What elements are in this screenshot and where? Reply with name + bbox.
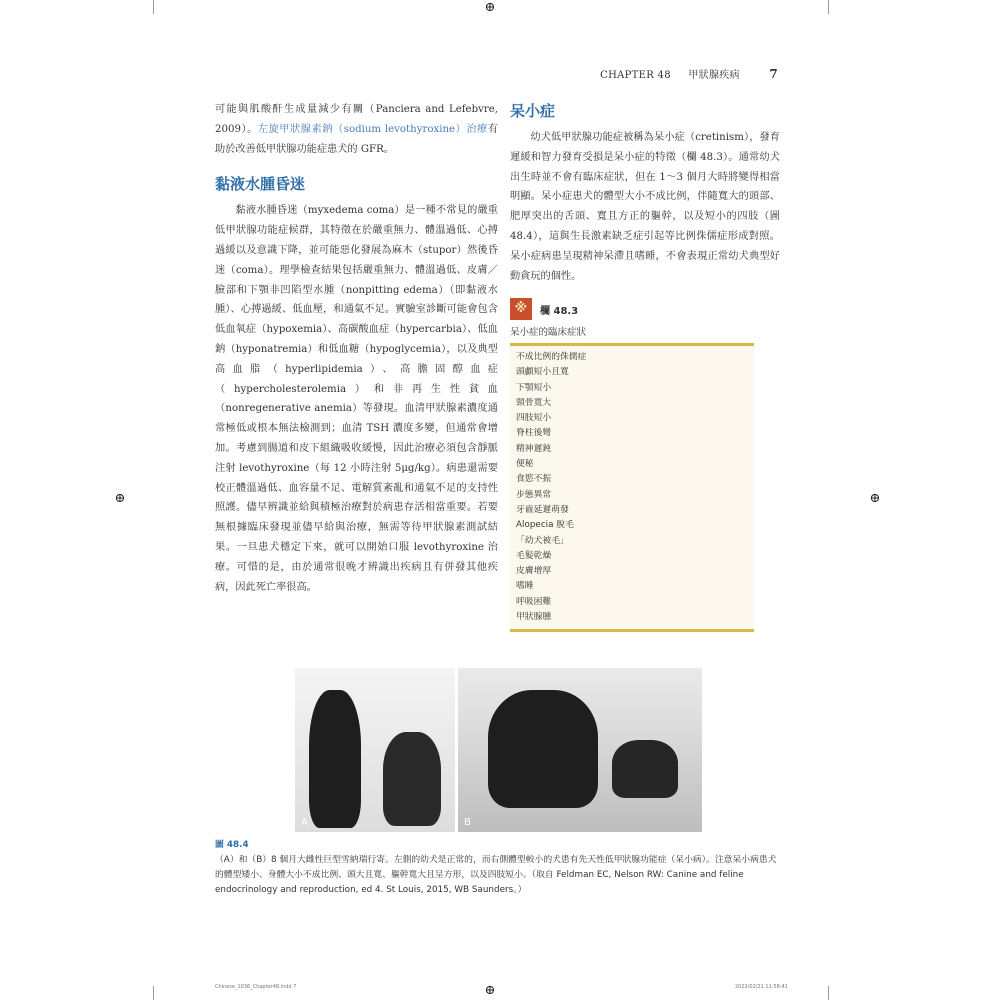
figure-caption-title: 圖 48.4 [215, 840, 249, 850]
symptom-item: 便秘 [516, 459, 534, 470]
left-column [215, 100, 498, 597]
intro-paragraph [215, 100, 498, 159]
symptom-item: 下顎短小 [516, 382, 552, 393]
box-badge-icon: ※ [510, 298, 532, 320]
box-tag [510, 298, 754, 320]
symptom-item: 嗜睡 [516, 581, 534, 592]
box-48-3 [510, 298, 754, 632]
dog-cretin [612, 740, 678, 798]
symptom-item: 步態異常 [516, 489, 552, 500]
right-column [510, 100, 780, 286]
running-header [586, 66, 778, 81]
figure-label-b: B [464, 817, 471, 828]
symptom-item: 頭顱短小且寬 [516, 367, 569, 378]
figure-caption [215, 838, 780, 898]
crop-mark [153, 0, 154, 14]
footer-file: Chinese_1036_Chapter48.indd 7 [215, 984, 297, 990]
box-title: 呆小症的臨床症狀 [510, 327, 587, 338]
registration-mark-icon: ⊕ [484, 983, 496, 998]
chapter-title: 甲狀腺疾病 [688, 70, 740, 81]
dog-cretin [383, 732, 441, 826]
myxedema-coma-paragraph: 黏液水腫昏迷（myxedema coma）是一種不常見的嚴重低甲狀腺功能症候群，其特徵在於嚴重無力、體溫過低、心搏過緩以及意識下降，並可能惡化發展為麻木（stupor）然後昏迷（coma）。理學檢查結果包括嚴重無力、體溫過低、皮膚／臉部和下顎非凹陷型水腫（nonpitting edema）（即黏液水腫）、心搏過緩、低血壓，和通氣不足。實驗室診斷可能會包含低血氧症（hypoxemia）、高碳酸血症（hypercarbia）、低血鈉（hyponatremia）和低血糖（hypoglycemia），以及典型高血脂（hyperlipidemia）、高膽固醇血症（hypercholesterolemia）和非再生性貧血（nonregenerative anemia）等發現。血清甲狀腺素濃度通常極低或根本無法檢測到；血清 TSH 濃度多變，但通常會增加。考慮到腸道和皮下組織吸收緩慢，因此治療必須包含靜脈注射 levothyroxine（每 12 小時注射 5μg/kg）。病患還需要校正體溫過低、血容量不足、電解質紊亂和通氣不足的支持性照護。儘早辨識並給與積極治療對於病患存活相當重要。若要無根據臨床發現並儘早給與治療，無需等待甲狀腺素測試結果。一旦患犬穩定下來，就可以開始口服 levothyroxine 治療。可惜的是，由於通常很晚才辨識出疾病且有併發其他疾病，因此死亡率很高。 [215, 205, 498, 593]
dog-normal [488, 690, 598, 808]
figure-caption-text: （A）和（B）8 個月大雌性巨型雪納瑞行寄。左側的幼犬是正常的，而右側體型較小的犬患有先天性低甲狀腺功能症（呆小病）。注意呆小病患犬的體型矮小、身體大小不成比例、頭大且寬、軀幹寬大且呈方形，以及四肢短小。（取自 Feldman EC, Nelson RW: Canine and feline endocrinology and reproduction, ed 4. St Louis, 2015, WB Saunders。） [215, 855, 777, 895]
crop-mark [828, 986, 829, 1000]
symptom-item: 頸骨寬大 [516, 397, 552, 408]
symptom-item: 脊柱後彎 [516, 428, 552, 439]
cretinism-paragraph: 幼犬低甲狀腺功能症被稱為呆小症（cretinism），發育遲緩和智力發育受損是呆小症的特徵（欄 48.3）。通常幼犬出生時並不會有臨床症狀，但在 1～3 個月大時將變得相當明顯。呆小症患犬的體型大小不成比例，伴隨寬大的頭部、肥厚突出的舌頭、寬且方正的軀幹，以及短小的四肢（圖 48.4），這與生長激素缺乏症引起等比例侏儒症形成對照。呆小症病患呈現精神呆滯且嗜睡，不會表現正常幼犬典型好動貪玩的個性。 [510, 132, 780, 282]
symptom-list [510, 343, 754, 632]
symptom-item: 精神遲鈍 [516, 443, 552, 454]
intro-text: 可能與肌酸酐生成量減少有關（Panciera and Lefebvre, 2009）。 [215, 104, 498, 135]
figure-label-a: A [301, 817, 308, 828]
symptom-item: 呼吸困難 [516, 596, 552, 607]
registration-mark-icon: ⊕ [869, 491, 881, 506]
page-number: 7 [769, 67, 778, 81]
symptom-item: 不成比例的侏儒症 [516, 352, 587, 362]
symptom-item: 甲狀腺腫 [516, 612, 552, 623]
dog-normal [309, 690, 361, 828]
chapter-number: CHAPTER 48 [600, 70, 671, 81]
registration-mark-icon: ⊕ [484, 0, 496, 15]
symptom-item: 食慾不振 [516, 474, 552, 485]
crop-mark [828, 0, 829, 14]
intro-text-highlight: 左旋甲狀腺素鈉（sodium levothyroxine）治療 [257, 123, 488, 135]
symptom-item: 牙齒延遲萌發 [516, 504, 569, 515]
registration-mark-icon: ⊕ [114, 491, 126, 506]
section-heading-myxedema-coma: 黏液水腫昏迷 [215, 175, 306, 194]
symptom-item: 皮膚增厚 [516, 566, 552, 577]
box-label: 欄 48.3 [540, 305, 579, 317]
symptom-item: 四肢短小 [516, 413, 552, 424]
figure-photo-b [458, 668, 702, 832]
crop-mark [153, 986, 154, 1000]
symptom-item: 毛髮乾燥 [516, 550, 552, 561]
intro-text: 有助於改善低甲狀腺功能症患犬的 GFR。 [215, 123, 498, 155]
symptom-item: Alopecia 脫毛 [516, 520, 574, 531]
figure-photo-a [295, 668, 455, 832]
section-heading-cretinism: 呆小症 [510, 102, 556, 120]
footer-timestamp: 2022/02/21 11:58:41 [735, 984, 788, 990]
symptom-item: 「幼犬被毛」 [516, 535, 569, 546]
